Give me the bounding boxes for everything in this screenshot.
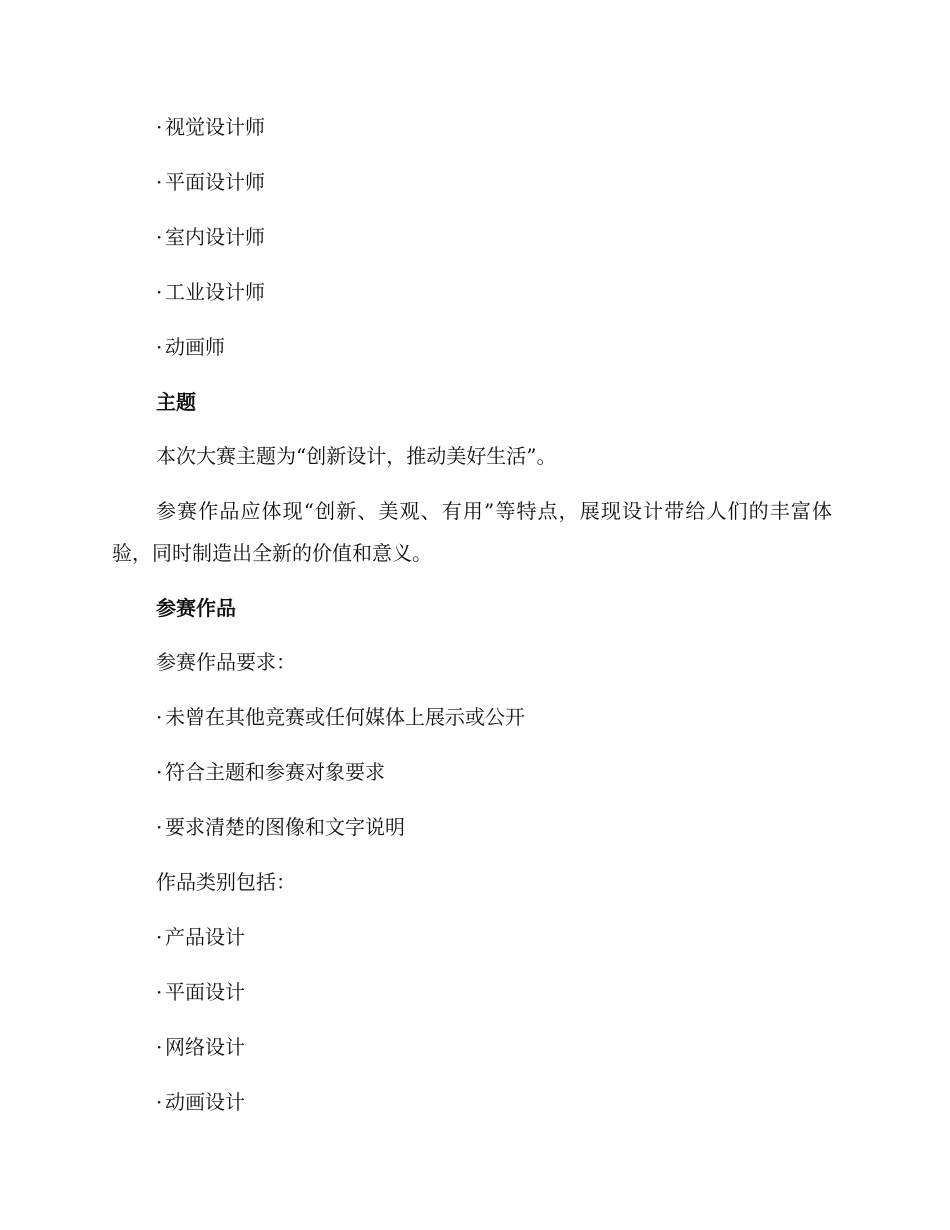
bullet-icon: · — [156, 335, 163, 359]
list-item-text: 网络设计 — [165, 1035, 245, 1059]
bullet-icon: · — [156, 225, 163, 249]
list-item — [156, 978, 245, 1006]
list-item — [156, 1088, 245, 1116]
bullet-icon: · — [156, 705, 163, 729]
list-item — [156, 278, 265, 306]
categories-label: 作品类别包括： — [156, 870, 296, 894]
list-item — [156, 168, 265, 196]
bullet-icon: · — [156, 280, 163, 304]
list-item — [156, 1033, 245, 1061]
section-heading-theme: 主题 — [156, 390, 196, 414]
list-item — [156, 223, 265, 251]
theme-description-paragraph: 参赛作品应体现“创新、美观、有用”等特点，展现设计带给人们的丰富体验，同时制造出全新的价值和意义。 — [112, 499, 832, 565]
list-item — [156, 703, 525, 731]
list-item-text: 符合主题和参赛对象要求 — [165, 760, 385, 784]
list-item-text: 平面设计师 — [165, 170, 265, 194]
list-item-text: 动画设计 — [165, 1090, 245, 1114]
list-item — [156, 923, 245, 951]
bullet-icon: · — [156, 815, 163, 839]
list-item-text: 视觉设计师 — [165, 115, 265, 139]
section-heading-entries: 参赛作品 — [156, 596, 236, 620]
list-item — [156, 113, 265, 141]
theme-paragraph: 本次大赛主题为“创新设计，推动美好生活”。 — [156, 444, 557, 468]
list-item-text: 平面设计 — [165, 980, 245, 1004]
requirements-label: 参赛作品要求： — [156, 650, 296, 674]
bullet-icon: · — [156, 925, 163, 949]
list-item-text: 工业设计师 — [165, 280, 265, 304]
bullet-icon: · — [156, 115, 163, 139]
bullet-icon: · — [156, 980, 163, 1004]
list-item — [156, 758, 385, 786]
bullet-icon: · — [156, 760, 163, 784]
list-item-text: 要求清楚的图像和文字说明 — [165, 815, 405, 839]
list-item-text: 产品设计 — [165, 925, 245, 949]
list-item-text: 室内设计师 — [165, 225, 265, 249]
list-item-text: 未曾在其他竞赛或任何媒体上展示或公开 — [165, 705, 525, 729]
bullet-icon: · — [156, 1035, 163, 1059]
bullet-icon: · — [156, 1090, 163, 1114]
list-item-text: 动画师 — [165, 335, 225, 359]
bullet-icon: · — [156, 170, 163, 194]
list-item — [156, 333, 225, 361]
list-item — [156, 813, 405, 841]
